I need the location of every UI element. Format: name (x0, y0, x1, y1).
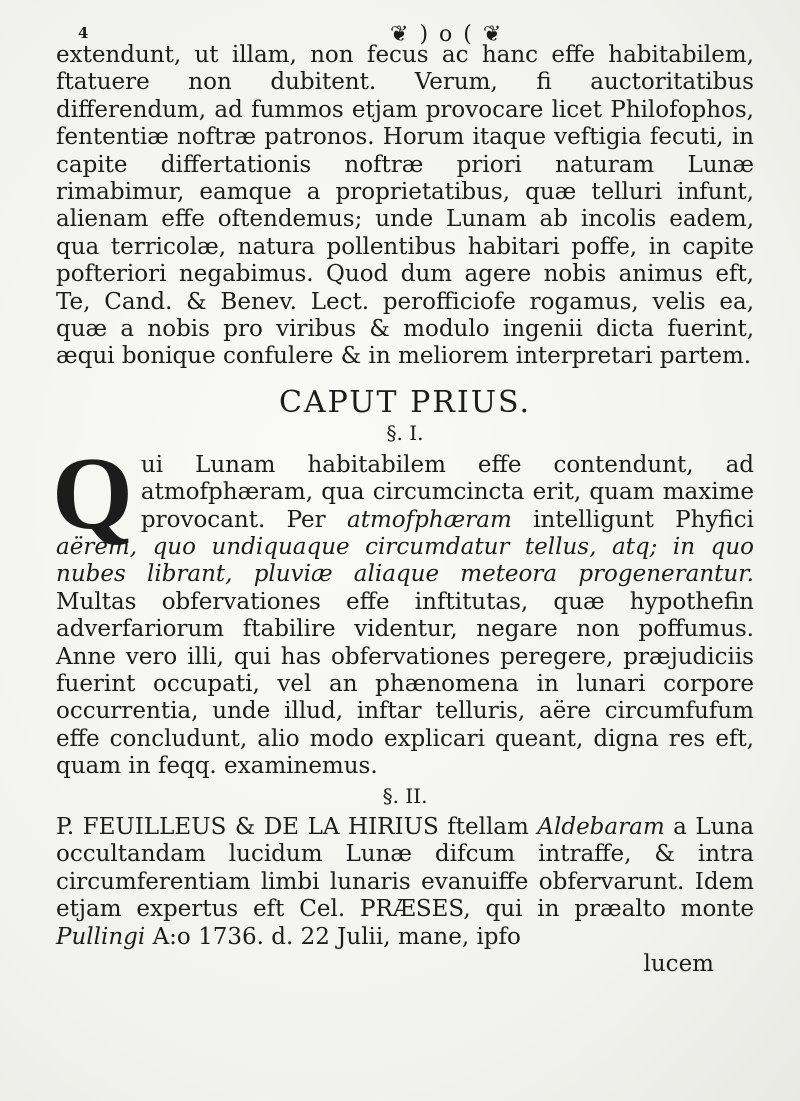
section-1-italic-a: atmofphæram (347, 506, 512, 533)
ornament-text: ) o ( (419, 22, 474, 47)
fleuron-left-icon: ❦ (390, 22, 411, 47)
section-2-italic-b: Pullingi (56, 923, 146, 950)
section-1-text-c: Multas obfervationes effe inftitutas, quæ hypothefin adverfariorum ftabilire videntur, negare non poffumus. Anne vero illi, qui has obfervationes peregere, præjudiciis fuerint occupati, vel an phænomena in lunari corpore occurrentia, unde illud, inftar telluris, aëre circumfufum effe concludunt, alio modo explicari queant, digna res eft, quam in feqq. examinemus. (56, 588, 754, 780)
section-2-text-c: A:o 1736. d. 22 Julii, mane, ipfo (152, 923, 521, 950)
section-1-text-a: ui Lunam habitabilem effe contendunt, ad atmofphæram, qua circumcincta erit, quam maxime provocant. Per (140, 451, 754, 533)
section-2-text-b: a Luna occultandam lucidum Lunæ difcum intraffe, & intra circumferentiam limbi lunaris evanuiffe obfervarunt. Idem etjam expertus eft Cel. PRÆSES, qui in præalto monte (56, 813, 755, 923)
section-1-mark: §. I. (386, 421, 424, 446)
drop-cap: Q (52, 435, 133, 551)
chapter-heading: CAPUT PRIUS. (278, 384, 532, 420)
signature-mark: 4 (78, 24, 89, 42)
section-1-paragraph (52, 435, 755, 781)
section-2-mark: §. II. (382, 783, 428, 808)
section-2-text-a: P. FEUILLEUS & DE LA HIRIUS ftellam (56, 813, 529, 840)
body-text (52, 42, 755, 978)
section-1-italic-b: aërem, quo undiquaque circumdatur tellus, atq; in quo nubes librant, pluviæ aliaque meteora progenerantur. (56, 533, 754, 588)
catchword: lucem (643, 951, 714, 977)
section-2-paragraph (56, 814, 754, 951)
section-2-italic-a: Aldebaram (537, 813, 665, 840)
fleuron-right-icon: ❦ (482, 22, 504, 47)
intro-paragraph: extendunt, ut illam, non fecus ac hanc effe habitabilem, ftatuere non dubitent. Verum, fi auctoritatibus differendum, ad fummos etjam provocare licet Philofophos, fententiæ noftræ patronos. Horum itaque veftigia fecuti, in capite differtationis noftræ priori naturam Lunæ rimabimur, eamque a proprietatibus, quæ telluri infunt, alienam effe oftendemus; unde Lunam ab incolis eadem, qua terricolæ, natura pollentibus habitari poffe, in capite pofteriori negabimus. Quod dum agere nobis animus eft, Te, Cand. & Benev. Lect. perofficiofe rogamus, velis ea, quæ a nobis pro viribus & modulo ingenii dicta fuerint, æqui bonique confulere & in meliorem interpretari partem. (56, 42, 754, 370)
section-1-text-b: intelligunt Phyfici (533, 506, 755, 533)
